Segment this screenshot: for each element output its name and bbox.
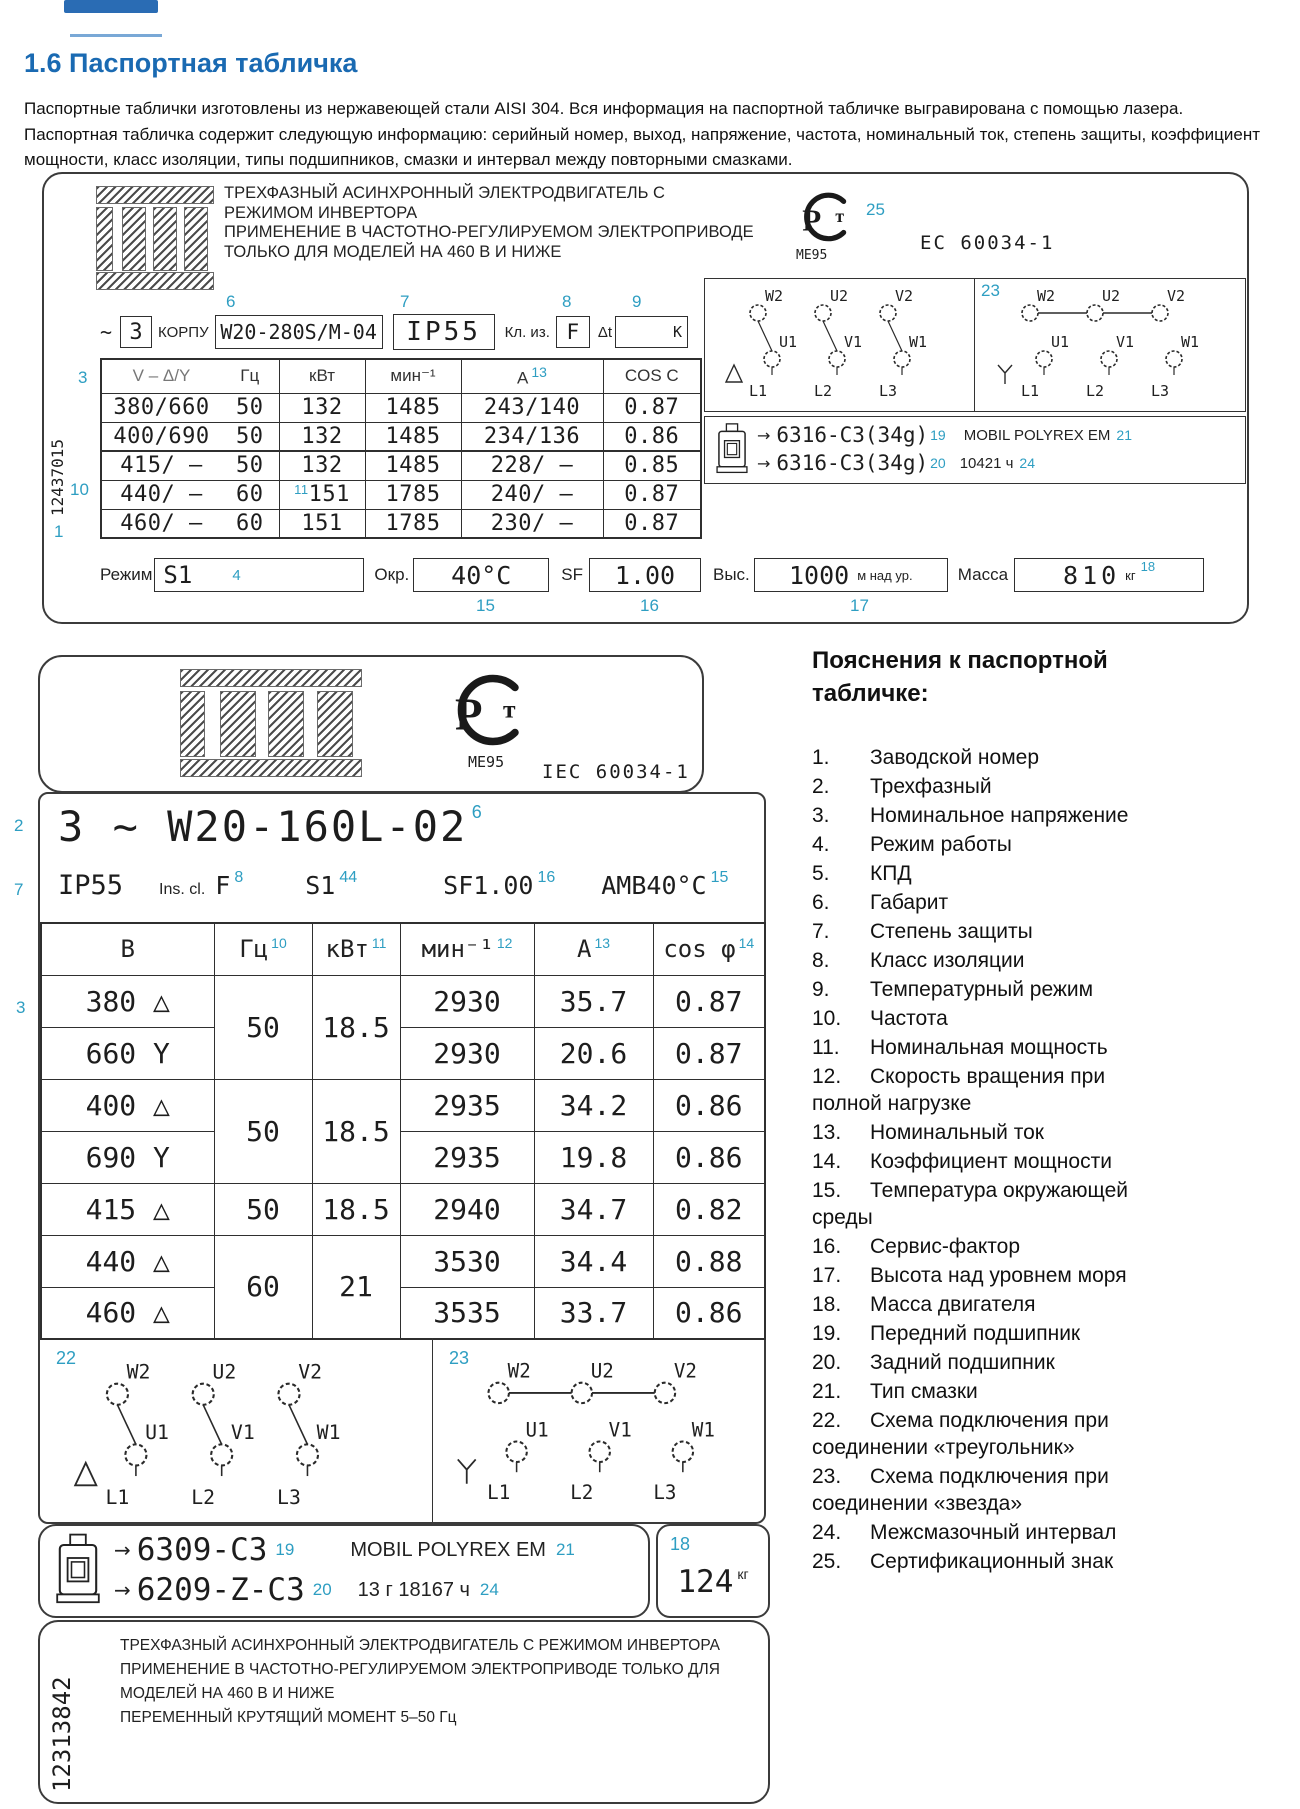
callout-19: 19 bbox=[275, 1540, 295, 1559]
svg-text:W2: W2 bbox=[507, 1359, 531, 1383]
legend-item: 18. Масса двигателя bbox=[812, 1293, 1036, 1316]
svg-text:L1: L1 bbox=[105, 1485, 130, 1509]
svg-text:U2: U2 bbox=[830, 287, 849, 305]
legend-item: 15. Температура окружающей среды bbox=[812, 1179, 1128, 1229]
grease-interval: 13 г 18167 ч bbox=[357, 1578, 470, 1601]
footer-text bbox=[120, 1634, 750, 1730]
callout-25: 25 bbox=[866, 200, 885, 219]
nameplate-1 bbox=[42, 172, 1249, 624]
callout-7: 7 bbox=[14, 880, 24, 899]
duty-label: Режим bbox=[100, 565, 153, 584]
callout-23: 23 bbox=[449, 1348, 470, 1368]
front-bearing-code: 6316-C3(34g) bbox=[776, 423, 929, 447]
legend-heading: Пояснения к паспортной табличке: bbox=[812, 647, 1108, 707]
svg-text:Р: Р bbox=[455, 689, 483, 740]
svg-text:W1: W1 bbox=[909, 333, 928, 351]
callout-22: 22 bbox=[56, 1348, 77, 1368]
callout-10: 10 bbox=[271, 935, 287, 952]
wye-diagram-svg bbox=[441, 1352, 761, 1508]
legend-item: 8. Класс изоляции bbox=[812, 949, 1025, 972]
callout-8: 8 bbox=[562, 292, 572, 311]
callout-21: 21 bbox=[1116, 427, 1132, 443]
col-amps bbox=[461, 359, 603, 393]
kw-value: 151 bbox=[308, 482, 350, 507]
footer-line: ПЕРЕМЕННЫЙ КРУТЯЩИЙ МОМЕНТ 5–50 Гц bbox=[120, 1709, 457, 1726]
serial-number-vertical: 12313842 bbox=[48, 1676, 76, 1792]
callout-15: 15 bbox=[476, 596, 495, 615]
bearing-box-2 bbox=[38, 1524, 650, 1618]
front-bearing-code: 6309-C3 bbox=[136, 1532, 268, 1568]
legend-item: 2. Трехфазный bbox=[812, 775, 992, 798]
svg-text:т: т bbox=[503, 694, 516, 724]
service-factor: SF1.00 bbox=[443, 871, 534, 900]
callout-10: 10 bbox=[70, 480, 89, 499]
mass-value: 124 bbox=[677, 1564, 734, 1600]
standard-code: EC 60034-1 bbox=[920, 232, 1055, 254]
altitude-value: 1000 bbox=[788, 560, 850, 590]
callout-16: 16 bbox=[537, 869, 556, 886]
svg-text:U1: U1 bbox=[1051, 333, 1070, 351]
svg-text:V2: V2 bbox=[673, 1359, 697, 1383]
legend-item: 6. Габарит bbox=[812, 891, 949, 914]
sf-box: 1.00 bbox=[589, 558, 701, 592]
legend-item: 11. Номинальная мощность bbox=[812, 1036, 1108, 1059]
legend-list bbox=[812, 744, 1162, 1575]
standard-code: IEC 60034-1 bbox=[542, 761, 690, 783]
callout-11: 11 bbox=[371, 935, 387, 952]
callout-2: 2 bbox=[14, 816, 24, 835]
plate1-header-line: ТОЛЬКО ДЛЯ МОДЕЛЕЙ НА 460 В И НИЖЕ bbox=[224, 242, 562, 261]
table-row: 400/690 50 132 1485 234/136 0.86 bbox=[101, 422, 701, 451]
ip-rating: IP55 bbox=[58, 870, 124, 901]
serial-number-vertical: 12437015 bbox=[48, 438, 67, 516]
table-row: 400 △ 50 18.5 2935 34.2 0.86 bbox=[41, 1079, 765, 1131]
svg-text:L3: L3 bbox=[1150, 382, 1170, 400]
svg-text:L2: L2 bbox=[570, 1481, 594, 1505]
callout-19: 19 bbox=[930, 427, 946, 443]
callout-44: 44 bbox=[339, 869, 358, 886]
col-voltage: В bbox=[41, 923, 214, 975]
legend-item: 12. Скорость вращения при полной нагрузке bbox=[812, 1065, 1106, 1115]
col-cos-label: cos φ bbox=[663, 935, 736, 964]
legend-item: 24. Межсмазочный интервал bbox=[812, 1521, 1117, 1544]
table-row: 440/ – 60 $^{11}$151 1785 240/ – 0.87 bbox=[101, 480, 701, 509]
col-amps-label: A bbox=[576, 935, 592, 964]
duty-box bbox=[154, 558, 364, 592]
delta-symbol bbox=[726, 365, 742, 382]
footer-line: ТРЕХФАЗНЫЙ АСИНХРОННЫЙ ЭЛЕКТРОДВИГАТЕЛЬ С РЕЖИМОМ ИНВЕРТОРА bbox=[120, 1637, 720, 1654]
mass-label: Масса bbox=[957, 565, 1009, 584]
callout-4: 4 bbox=[232, 566, 241, 584]
delta-symbol bbox=[75, 1463, 96, 1485]
col-cos: COS C bbox=[603, 359, 701, 393]
brand-underline bbox=[70, 34, 162, 37]
legend-item: 1. Заводской номер bbox=[812, 746, 1039, 769]
svg-text:т: т bbox=[835, 206, 845, 227]
legend-item: 9. Температурный режим bbox=[812, 978, 1094, 1001]
ip-rating-box: IP55 bbox=[393, 314, 495, 350]
legend-item: 3. Номинальное напряжение bbox=[812, 804, 1129, 827]
svg-text:U2: U2 bbox=[1102, 287, 1121, 305]
phase-symbol: ~ bbox=[100, 320, 113, 344]
table-row: 690 Y 2935 19.8 0.86 bbox=[41, 1131, 765, 1183]
rear-bearing-code: 6209-Z-C3 bbox=[136, 1572, 305, 1608]
weg-logo bbox=[96, 186, 212, 290]
insulation-label: Кл. из. bbox=[504, 323, 550, 341]
svg-text:V2: V2 bbox=[895, 287, 914, 305]
cert-code: ME95 bbox=[468, 753, 505, 771]
intro-paragraph: Паспортные таблички изготовлены из нержавеющей стали AISI 304. Вся информация на паспортной табличке выгравирована с помощью лазера. Паспортная табличка содержит следующую информацию: серийный номер, выход, напряжение, частота, номинальный ток, степень защиты, коэффициент мощности, класс изоляции, типы подшипников, смазки и интервал между повторными смазками. bbox=[24, 99, 1260, 169]
col-kw bbox=[312, 923, 400, 975]
phase-count-box: 3 bbox=[120, 316, 152, 348]
callout-9: 9 bbox=[632, 292, 642, 311]
front-bearing-line bbox=[757, 423, 1132, 447]
col-rpm: мин⁻¹ bbox=[365, 359, 461, 393]
table-row: 440 △ 60 21 3530 34.4 0.88 bbox=[41, 1235, 765, 1287]
altitude-unit: м над ур. bbox=[857, 567, 913, 583]
svg-text:L2: L2 bbox=[813, 382, 833, 400]
delta-diagram-svg bbox=[713, 281, 963, 403]
callout-20: 20 bbox=[930, 455, 946, 471]
duty-cycle: S1 bbox=[305, 871, 336, 900]
svg-text:L1: L1 bbox=[487, 1481, 511, 1505]
grease-type: MOBIL POLYREX EM bbox=[963, 426, 1111, 444]
ambient-label: Окр. bbox=[374, 565, 410, 584]
brand-mark bbox=[64, 0, 158, 13]
callout-3: 3 bbox=[16, 998, 26, 1017]
col-kw-label: кВт bbox=[325, 935, 369, 964]
ambient-temp: AMB40°C bbox=[601, 871, 707, 900]
callout-6: 6 bbox=[471, 802, 482, 822]
model-code: 3 ~ W20-160L-02 bbox=[58, 802, 468, 851]
plate1-header-line: ТРЕХФАЗНЫЙ АСИНХРОННЫЙ ЭЛЕКТРОДВИГАТЕЛЬ С bbox=[224, 184, 665, 202]
callout-23: 23 bbox=[981, 281, 1000, 300]
grease-type: MOBIL POLYREX EM bbox=[350, 1538, 546, 1561]
page-title: 1.6 Паспортная табличка bbox=[24, 48, 358, 78]
legend-item: 25. Сертификационный знак bbox=[812, 1550, 1114, 1573]
legend-item: 14. Коэффициент мощности bbox=[812, 1150, 1112, 1173]
table-row: 660 Y 2930 20.6 0.87 bbox=[41, 1027, 765, 1079]
arrow-icon: → bbox=[114, 1538, 131, 1562]
svg-text:V1: V1 bbox=[230, 1421, 255, 1445]
mass-value: 810 bbox=[1063, 560, 1121, 590]
legend-item: 21. Тип смазки bbox=[812, 1380, 978, 1403]
col-hz: Гц bbox=[221, 359, 279, 393]
footer-line: МОДЕЛЕЙ НА 460 В И НИЖЕ bbox=[120, 1685, 335, 1702]
model-code-box: W20-280S/M-04 bbox=[215, 315, 383, 349]
svg-text:U2: U2 bbox=[212, 1360, 237, 1384]
arrow-icon: → bbox=[757, 453, 771, 473]
wiring-box-1 bbox=[704, 278, 1246, 412]
wye-diagram-svg bbox=[985, 281, 1235, 403]
svg-text:L1: L1 bbox=[748, 382, 768, 400]
insulation-label: Ins. cl. bbox=[159, 881, 206, 898]
col-amps bbox=[534, 923, 653, 975]
legend-item: 23. Схема подключения при соединении «звезда» bbox=[812, 1465, 1109, 1515]
svg-text:Р: Р bbox=[802, 202, 822, 238]
wye-symbol bbox=[998, 365, 1012, 384]
callout-3: 3 bbox=[78, 368, 88, 387]
nameplate-2-footer bbox=[38, 1620, 770, 1804]
svg-text:V1: V1 bbox=[844, 333, 863, 351]
svg-text:V1: V1 bbox=[1116, 333, 1135, 351]
wiring-section-2 bbox=[40, 1338, 764, 1522]
wye-wiring-diagram bbox=[975, 279, 1245, 411]
table-row: 380/660 50 132 1485 243/140 0.87 bbox=[101, 393, 701, 422]
callout-24: 24 bbox=[479, 1580, 499, 1599]
plate1-header-line: РЕЖИМОМ ИНВЕРТОРА bbox=[224, 203, 418, 222]
legend-item: 19. Передний подшипник bbox=[812, 1322, 1081, 1345]
callout-12: 12 bbox=[496, 935, 513, 952]
mass-box bbox=[1014, 558, 1204, 592]
legend-item: 22. Схема подключения при соединении «треугольник» bbox=[812, 1409, 1109, 1459]
svg-text:U1: U1 bbox=[145, 1421, 169, 1445]
rear-bearing-line bbox=[114, 1572, 499, 1608]
nameplate-2-logo-box bbox=[38, 655, 704, 793]
legend-item: 16. Сервис-фактор bbox=[812, 1235, 1021, 1258]
wye-wiring-diagram bbox=[433, 1338, 764, 1522]
table-header-row bbox=[41, 923, 765, 975]
table-row: 380 △ 50 18.5 2930 35.7 0.87 bbox=[41, 975, 765, 1027]
callout-8: 8 bbox=[234, 869, 244, 886]
col-cos bbox=[653, 923, 765, 975]
weg-logo bbox=[180, 669, 360, 777]
col-hz-label: Гц bbox=[239, 935, 269, 964]
spec-line bbox=[58, 870, 728, 901]
motor-icon bbox=[713, 422, 751, 478]
delta-wiring-diagram bbox=[40, 1338, 433, 1522]
callout-18: 18 bbox=[1140, 559, 1156, 574]
table-row: 460/ – 60 151 1785 230/ – 0.87 bbox=[101, 509, 701, 538]
table-header-row bbox=[101, 359, 701, 393]
col-hz bbox=[214, 923, 312, 975]
svg-text:U1: U1 bbox=[525, 1418, 549, 1442]
callout-13: 13 bbox=[594, 935, 611, 952]
plate1-header-line: ПРИМЕНЕНИЕ В ЧАСТОТНО-РЕГУЛИРУЕМОМ ЭЛЕКТРОПРИВОДЕ bbox=[224, 223, 754, 241]
table-row: 460 △ 3535 33.7 0.86 bbox=[41, 1287, 765, 1339]
table-row: 415/ – 50 132 1485 228/ – 0.85 bbox=[101, 451, 701, 480]
svg-text:U1: U1 bbox=[779, 333, 798, 351]
ratings-table-2 bbox=[40, 922, 766, 1340]
legend-item: 7. Степень защиты bbox=[812, 920, 1033, 943]
altitude-box bbox=[754, 558, 948, 592]
legend-item: 17. Высота над уровнем моря bbox=[812, 1264, 1127, 1287]
front-bearing-line bbox=[114, 1532, 575, 1568]
ambient-box: 40°C bbox=[413, 558, 549, 592]
legend-item: 20. Задний подшипник bbox=[812, 1351, 1055, 1374]
legend-item: 13. Номинальный ток bbox=[812, 1121, 1044, 1144]
svg-text:L3: L3 bbox=[277, 1485, 301, 1509]
cert-code: ME95 bbox=[796, 248, 828, 263]
rear-bearing-line bbox=[757, 451, 1035, 475]
svg-text:W1: W1 bbox=[691, 1418, 715, 1442]
duty-value: S1 bbox=[163, 561, 193, 589]
callout-16: 16 bbox=[640, 596, 659, 615]
svg-text:W1: W1 bbox=[1181, 333, 1200, 351]
footer-line: ПРИМЕНЕНИЕ В ЧАСТОТНО-РЕГУЛИРУЕМОМ ЭЛЕКТРОПРИВОДЕ ТОЛЬКО ДЛЯ bbox=[120, 1661, 720, 1678]
model-line bbox=[58, 802, 482, 851]
callout-24: 24 bbox=[1019, 455, 1035, 471]
col-rpm bbox=[400, 923, 534, 975]
callout-21: 21 bbox=[555, 1540, 575, 1559]
svg-text:L2: L2 bbox=[1085, 382, 1105, 400]
svg-text:W2: W2 bbox=[126, 1360, 151, 1384]
rostest-certification-icon bbox=[790, 190, 860, 248]
model-row bbox=[100, 314, 688, 350]
insulation-class: F bbox=[215, 871, 231, 900]
grease-interval: 10421 ч bbox=[959, 454, 1014, 472]
callout-15: 15 bbox=[710, 869, 729, 886]
wye-symbol bbox=[458, 1459, 476, 1483]
delta-wiring-diagram bbox=[705, 279, 975, 411]
svg-text:L3: L3 bbox=[878, 382, 898, 400]
svg-text:V1: V1 bbox=[608, 1418, 632, 1442]
legend-item: 5. КПД bbox=[812, 862, 912, 885]
svg-text:V2: V2 bbox=[1167, 287, 1186, 305]
svg-text:W1: W1 bbox=[316, 1421, 341, 1445]
callout-13: 13 bbox=[531, 363, 547, 380]
delta-t-box: K bbox=[615, 316, 688, 348]
mass-unit: кг bbox=[1125, 567, 1136, 583]
callout-11: 11 bbox=[294, 482, 309, 497]
legend-item: 4. Режим работы bbox=[812, 833, 1012, 856]
col-kw: кВт bbox=[279, 359, 365, 393]
motor-icon bbox=[52, 1532, 104, 1610]
ratings-table-1 bbox=[100, 358, 702, 539]
svg-text:W2: W2 bbox=[765, 287, 784, 305]
nameplate-2-main bbox=[38, 792, 766, 1524]
svg-text:U2: U2 bbox=[590, 1359, 614, 1383]
svg-text:V2: V2 bbox=[298, 1360, 323, 1384]
mass-box-2 bbox=[656, 1524, 770, 1618]
svg-text:L1: L1 bbox=[1020, 382, 1040, 400]
arrow-icon: → bbox=[114, 1578, 131, 1602]
svg-text:W2: W2 bbox=[1037, 287, 1056, 305]
sf-label: SF bbox=[561, 565, 583, 584]
callout-17: 17 bbox=[850, 596, 869, 615]
col-amps-label: A bbox=[517, 368, 529, 388]
callout-1: 1 bbox=[54, 522, 64, 541]
svg-text:L3: L3 bbox=[653, 1481, 677, 1505]
rear-bearing-code: 6316-C3(34g) bbox=[776, 451, 929, 475]
legend bbox=[812, 644, 1212, 1577]
callout-18: 18 bbox=[670, 1534, 691, 1554]
table-row: 415 △ 50 18.5 2940 34.7 0.82 bbox=[41, 1183, 765, 1235]
rostest-certification-icon bbox=[440, 671, 536, 755]
delta-t-label: Δt bbox=[597, 323, 613, 341]
bearing-box-1 bbox=[704, 416, 1246, 484]
legend-item: 10. Частота bbox=[812, 1007, 948, 1030]
plate1-header-text bbox=[224, 184, 754, 262]
altitude-label: Выс. bbox=[713, 565, 750, 584]
svg-text:L2: L2 bbox=[191, 1485, 216, 1509]
mass-value-group bbox=[658, 1564, 768, 1600]
insulation-class-box: F bbox=[556, 316, 590, 348]
callout-6: 6 bbox=[226, 292, 236, 311]
arrow-icon: → bbox=[757, 425, 771, 445]
callout-14: 14 bbox=[738, 935, 755, 952]
callout-7: 7 bbox=[400, 292, 410, 311]
delta-diagram-svg bbox=[58, 1352, 388, 1513]
plate1-bottom-row bbox=[100, 558, 1204, 592]
col-voltage: V – Δ/Y bbox=[101, 359, 221, 393]
mass-unit: кг bbox=[737, 1566, 749, 1582]
col-rpm-label: мин⁻¹ bbox=[421, 935, 494, 964]
callout-20: 20 bbox=[312, 1580, 332, 1599]
frame-label: КОРПУ bbox=[158, 323, 209, 341]
